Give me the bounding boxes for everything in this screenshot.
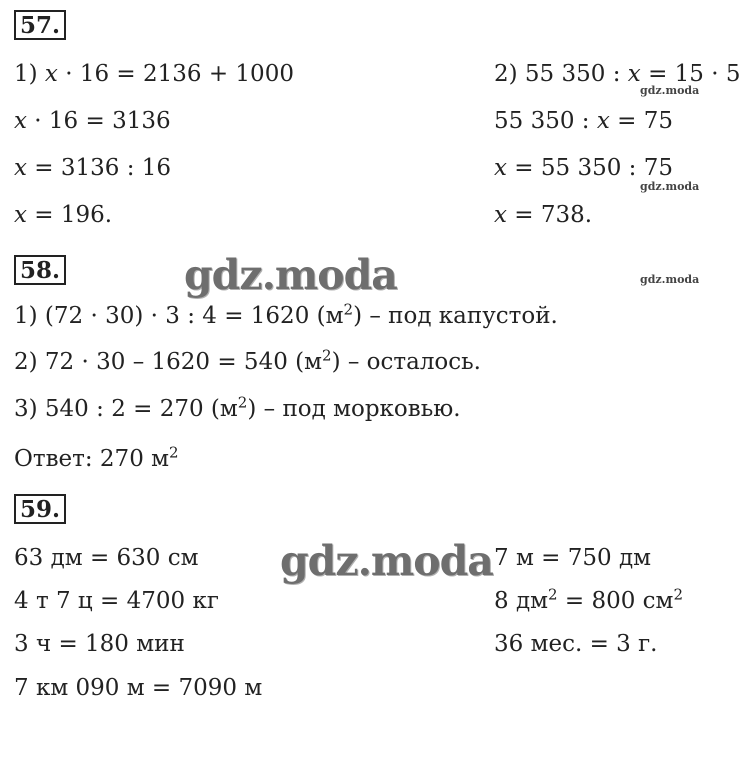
p59-right-line-3: 36 мес. = 3 г. bbox=[494, 631, 658, 657]
watermark-small-1: gdz.moda bbox=[640, 84, 700, 97]
watermark-small-3: gdz.moda bbox=[640, 273, 700, 286]
p58-answer: Ответ: 270 $м^2$ bbox=[14, 443, 179, 472]
p57-right-line-3: x = 55 350 : 75 bbox=[494, 155, 673, 181]
p59-right-line-1: 7 м = 750 дм bbox=[494, 545, 651, 571]
p58-line-3: 3) 540 : 2 = 270 $(м^2)$ – под морковью. bbox=[14, 393, 461, 422]
problem-57-number: 57. bbox=[14, 10, 66, 40]
p57-left-line-3: x = 3136 : 16 bbox=[14, 155, 172, 181]
problem-number: 57 bbox=[20, 12, 53, 39]
p59-left-line-4: 7 км 090 м = 7090 м bbox=[14, 675, 263, 701]
p57-left-line-1: 1) x · 16 = 2136 + 1000 bbox=[14, 61, 294, 87]
p57-right-line-4: x = 738. bbox=[494, 202, 593, 228]
watermark-small-2: gdz.moda bbox=[640, 180, 700, 193]
p57-right-line-1: 2) 55 350 : x = 15 · 5 bbox=[494, 61, 741, 87]
p59-left-line-1: 63 дм = 630 см bbox=[14, 545, 199, 571]
p59-right-line-2: 8 $дм^2 = 800$ $см^2$ bbox=[494, 585, 683, 614]
problem-58-number: 58. bbox=[14, 255, 66, 285]
problem-59-number: 59. bbox=[14, 494, 66, 524]
p57-left-line-4: x = 196. bbox=[14, 202, 113, 228]
p58-line-1: 1) (72 · 30) · 3 : 4 = 1620 $(м^2)$ – под капустой. bbox=[14, 300, 558, 329]
p59-left-line-2: 4 т 7 ц = 4700 кг bbox=[14, 588, 219, 614]
p58-line-2: 2) 72 · 30 – 1620 = 540 $(м^2)$ – осталось. bbox=[14, 346, 481, 375]
watermark-large-2: gdz.moda bbox=[280, 537, 493, 585]
problem-number: 58 bbox=[20, 257, 53, 284]
problem-number: 59 bbox=[20, 496, 53, 523]
watermark-large-1: gdz.moda bbox=[184, 251, 397, 299]
p59-left-line-3: 3 ч = 180 мин bbox=[14, 631, 185, 657]
p57-left-line-2: x · 16 = 3136 bbox=[14, 108, 171, 134]
p57-right-line-2: 55 350 : x = 75 bbox=[494, 108, 674, 134]
